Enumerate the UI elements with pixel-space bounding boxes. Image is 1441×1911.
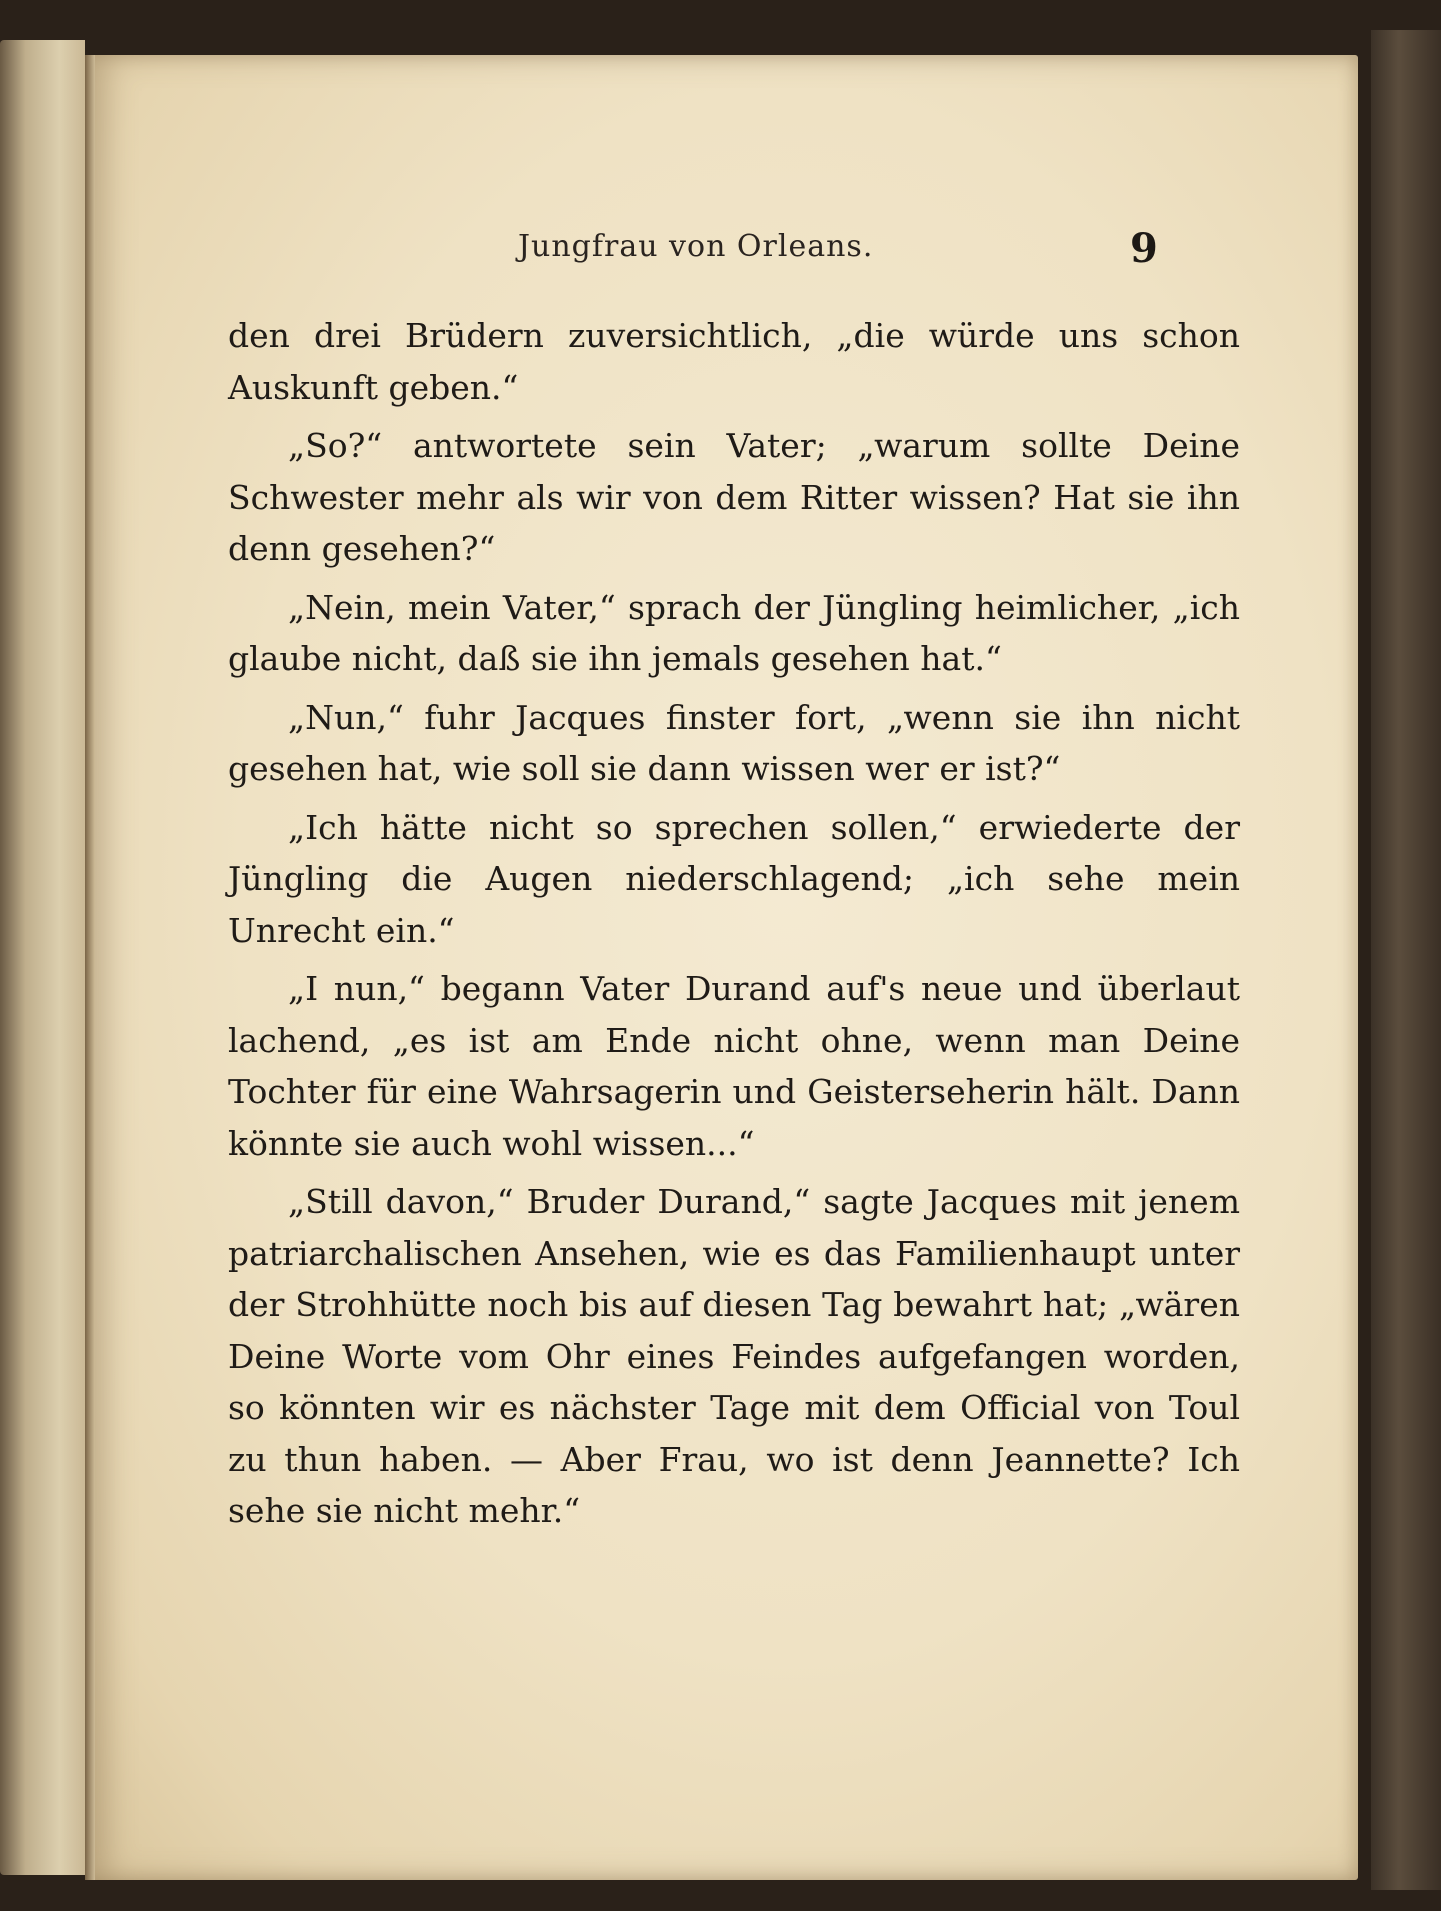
paragraph-2: „So?“ antwortete sein Vater; „warum sollte Deine Schwester mehr als wir von dem Ritter wissen? Hat sie ihn denn gesehen?“	[228, 426, 1240, 568]
book-page	[88, 55, 1358, 1880]
page-body-text	[228, 310, 1240, 1537]
paragraph-4: „Nun,“ fuhr Jacques finster fort, „wenn sie ihn nicht gesehen hat, wie soll sie dann wissen wer er ist?“	[228, 697, 1240, 788]
paragraph-7: „Still davon,“ Bruder Durand,“ sagte Jacques mit jenem patriarchalischen Ansehen, wie es das Familienhaupt unter der Strohhütte noch bis auf diesen Tag bewahrt hat; „wären Deine Worte vom Ohr eines Feindes aufgefangen worden, so könnten wir es nächster Tage mit dem Official von Toul zu thun haben. — Aber Frau, wo ist denn Jeannette? Ich sehe sie nicht mehr.“	[228, 1182, 1240, 1530]
paragraph-1: den drei Brüdern zuversichtlich, „die würde uns schon Auskunft geben.“	[228, 316, 1240, 407]
paragraph-6: „I nun,“ begann Vater Durand auf's neue und überlaut lachend, „es ist am Ende nicht ohne, wenn man Deine Tochter für eine Wahrsagerin und Geisterseherin hält. Dann könnte sie auch wohl wissen...“	[228, 969, 1240, 1163]
page-header	[88, 225, 1358, 275]
running-title: Jungfrau von Orleans.	[518, 229, 874, 264]
spine-fold	[85, 55, 95, 1880]
paragraph-3: „Nein, mein Vater,“ sprach der Jüngling heimlicher, „ich glaube nicht, daß sie ihn jemals gesehen hat.“	[228, 587, 1240, 678]
page-number: 9	[1130, 225, 1158, 272]
left-page-edge	[0, 40, 85, 1875]
paragraph-5: „Ich hätte nicht so sprechen sollen,“ erwiederte der Jüngling die Augen niederschlagend; „ich sehe mein Unrecht ein.“	[228, 807, 1240, 950]
book-cover-edge	[1371, 30, 1441, 1890]
